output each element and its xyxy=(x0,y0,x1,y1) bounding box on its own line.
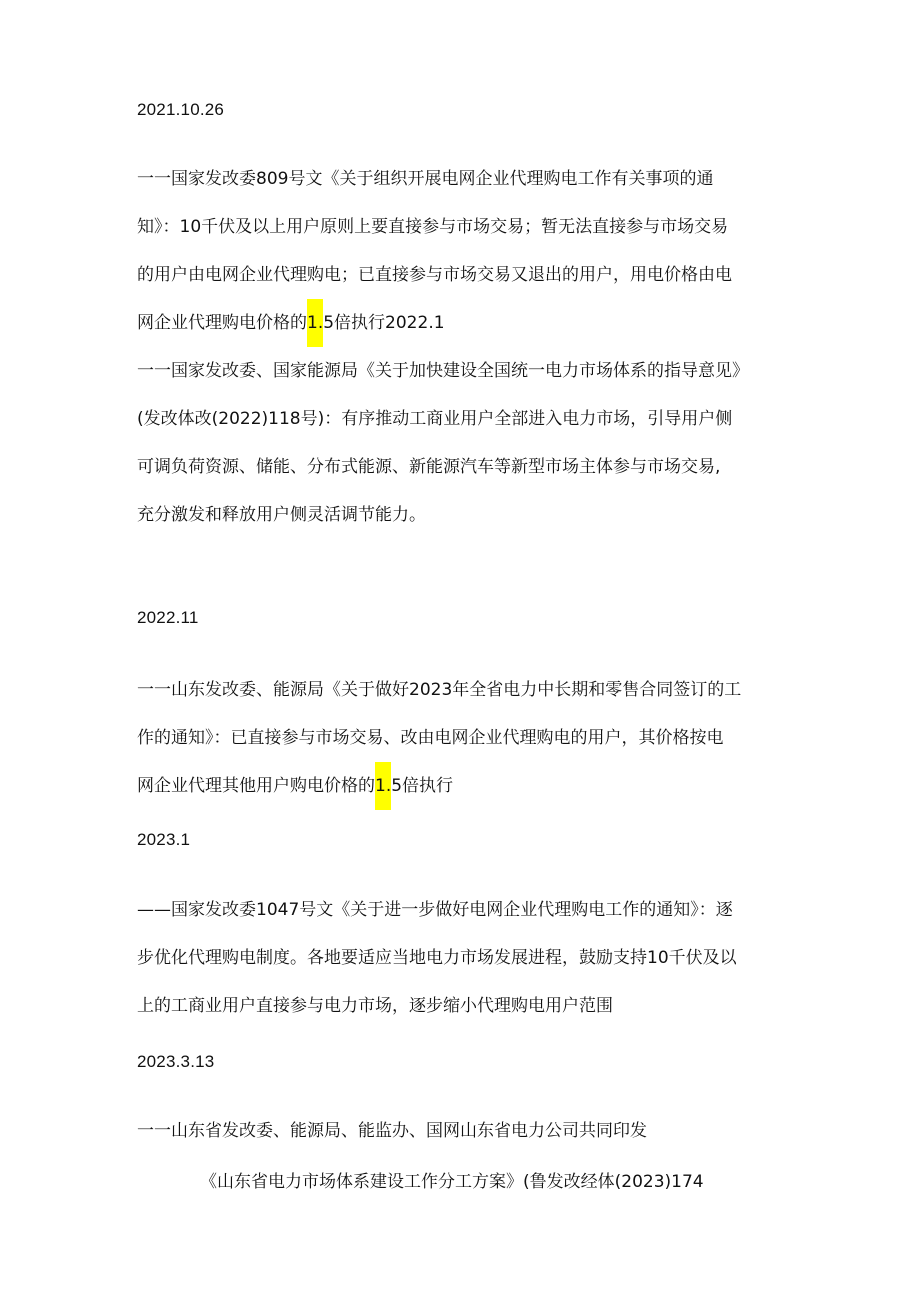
highlighted-text: 1. xyxy=(375,762,391,810)
text-line: 可调负荷资源、储能、分布式能源、新能源汽车等新型市场主体参与市场交易, xyxy=(137,457,721,477)
text-line: (发改体改(2022)118号)：有序推动工商业用户全部进入电力市场，引导用户侧 xyxy=(137,409,733,429)
text-line: 作的通知》：已直接参与市场交易、改由电网企业代理购电的用户，其价格按电 xyxy=(137,728,724,748)
text-line: 上的工商业用户直接参与电力市场，逐步缩小代理购电用户范围 xyxy=(137,996,613,1016)
paragraph xyxy=(137,1107,787,1155)
text-line: 步优化代理购电制度。各地要适应当地电力市场发展进程，鼓励支持10千伏及以 xyxy=(137,948,737,968)
text-line: 知》：10千伏及以上用户原则上要直接参与市场交易；暂无法直接参与市场交易 xyxy=(137,217,729,237)
highlighted-text: 1. xyxy=(307,299,323,347)
text-line: 一一国家发改委、国家能源局《关于加快建设全国统一电力市场体系的指导意见》 xyxy=(137,361,749,381)
text-line xyxy=(137,299,787,347)
text-segment: 网企业代理其他用户购电价格的 xyxy=(137,776,375,796)
section-date: 2023.1 xyxy=(137,830,191,849)
text-segment: 5倍执行 xyxy=(391,776,454,796)
text-line: ——国家发改委1047号文《关于进一步做好电网企业代理购电工作的通知》：逐 xyxy=(137,900,733,920)
text-line: 的用户由电网企业代理购电；已直接参与市场交易又退出的用户，用电价格由电 xyxy=(137,265,732,285)
section-date: 2023.3.13 xyxy=(137,1052,215,1071)
text-line: 一一山东省发改委、能源局、能监办、国网山东省电力公司共同印发 xyxy=(137,1121,647,1141)
section-date: 2021.10.26 xyxy=(137,100,225,119)
paragraph xyxy=(137,155,787,347)
text-segment: 网企业代理购电价格的 xyxy=(137,313,307,333)
text-line: 一一国家发改委809号文《关于组织开展电网企业代理购电工作有关事项的通 xyxy=(137,169,714,189)
text-line: 一一山东发改委、能源局《关于做好2023年全省电力中长期和零售合同签订的工 xyxy=(137,680,742,700)
section-date: 2022.11 xyxy=(137,608,199,627)
paragraph xyxy=(137,347,787,539)
paragraph xyxy=(137,886,787,1030)
text-segment: 5倍执行2022.1 xyxy=(323,313,445,333)
text-line xyxy=(137,762,787,810)
indented-text-line: 《山东省电力市场体系建设工作分工方案》(鲁发改经体(2023)174 xyxy=(200,1172,704,1192)
text-line: 充分激发和释放用户侧灵活调节能力。 xyxy=(137,505,426,525)
paragraph xyxy=(137,666,787,810)
